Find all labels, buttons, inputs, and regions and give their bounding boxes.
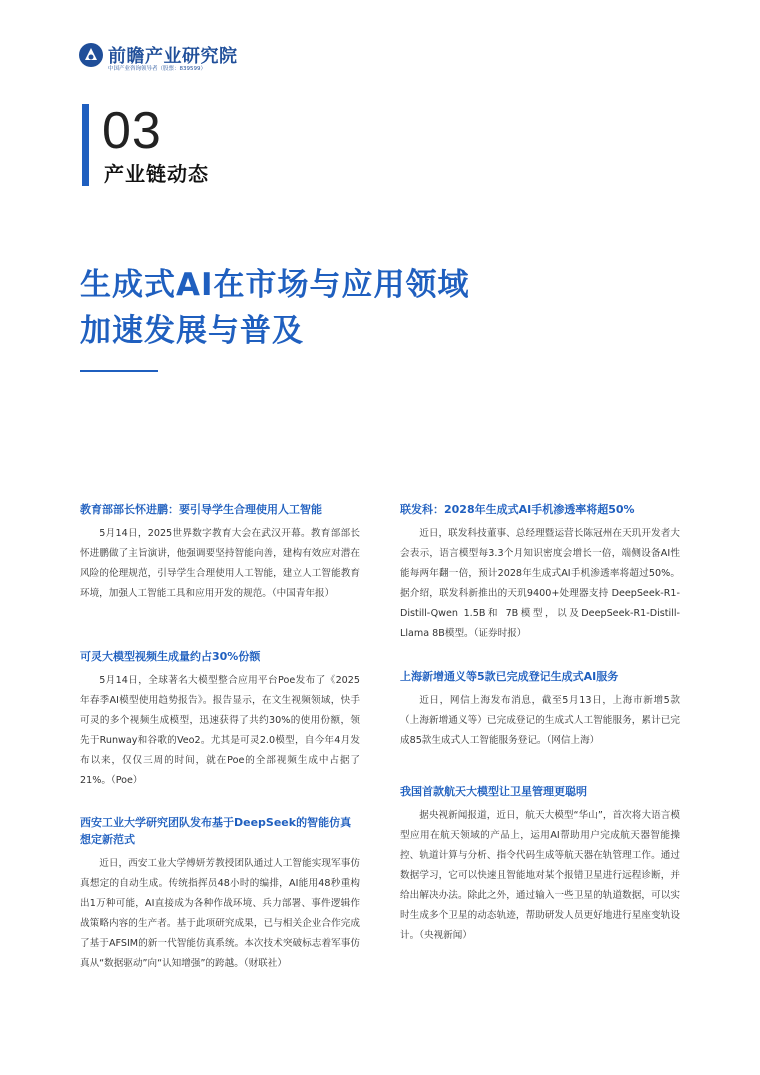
page-title	[80, 262, 470, 354]
article-title: 联发科：2028年生成式AI手机渗透率将超50%	[400, 503, 635, 516]
article-title: 教育部部长怀进鹏：要引导学生合理使用人工智能	[80, 503, 322, 516]
article-title: 可灵大模型视频生成量约占30%份额	[80, 650, 261, 663]
article-body: 5月14日，全球著名大模型整合应用平台Poe发布了《2025年春季AI模型使用趋势报告》。报告显示，在文生视频领域，快手可灵的多个视频生成模型，迅速获得了共约30%的使用份额，领先于Runway和谷歌的Veo2。尤其是可灵2.0模型，自今年4月发布以来，仅仅三周的时间，就在Poe的全部视频生成中占据了21%。（Poe）	[80, 675, 360, 786]
article-shanghai-genai-registration	[400, 668, 680, 751]
article-body: 5月14日，2025世界数字教育大会在武汉开幕。教育部部长怀进鹏做了主旨演讲，他强调要坚持智能向善，建构有效应对潜在风险的伦理规范，引导学生合理使用人工智能，建立人工智能教育环境，加强人工智能工具和应用开发的规范。（中国青年报）	[80, 528, 360, 599]
article-title: 西安工业大学研究团队发布基于DeepSeek的智能仿真想定新范式	[80, 816, 352, 846]
brand-name: 前瞻产业研究院	[108, 46, 238, 67]
page-title-line-1: 生成式AI在市场与应用领域	[80, 267, 470, 303]
title-underline	[80, 370, 158, 372]
section-accent-bar	[82, 104, 89, 186]
article-xatu-deepseek-simulation	[80, 814, 360, 974]
article-body: 近日，联发科技董事、总经理暨运营长陈冠州在天玑开发者大会表示，语言模型每3.3个月知识密度会增长一倍，端侧设备AI性能每两年翻一倍，预计2028年生成式AI手机渗透率将超过50%。据介绍，联发科新推出的天玑9400+处理器支持 DeepSeek-R1-Distill-Qwen 1.5B和 7B模型，以及DeepSeek-R1-Distill-Llama 8B模型。（证券时报）	[400, 528, 680, 639]
article-body: 近日，网信上海发布消息，截至5月13日，上海市新增5款（上海新增通义等）已完成登记的生成式人工智能服务，累计已完成85款生成式人工智能服务登记。（网信上海）	[400, 695, 680, 746]
article-aerospace-llm-huashan	[400, 783, 680, 946]
article-mediatek-ai-phone	[400, 501, 680, 644]
article-kling-video-share	[80, 648, 360, 791]
article-moe-ai-education	[80, 501, 360, 604]
article-body: 近日，西安工业大学傅妍芳教授团队通过人工智能实现军事仿真想定的自动生成。传统指挥员48小时的编排，AI能用48秒重构出1万种可能，AI直接成为各种作战环境、兵力部署、事件逻辑作战策略内容的生产者。基于此项研究成果，已与相关企业合作完成了基于AFSIM的新一代智能仿真系统。本次技术突破标志着军事仿真从“数据驱动”向“认知增强”的跨越。（财联社）	[80, 858, 360, 969]
section-name: 产业链动态	[104, 162, 209, 186]
page-title-line-2: 加速发展与普及	[80, 313, 304, 349]
qianzhan-logo-icon	[78, 42, 104, 68]
article-body: 据央视新闻报道，近日，航天大模型“华山”，首次将大语言模型应用在航天领域的产品上，运用AI帮助用户完成航天器智能操控、轨道计算与分析、指令代码生成等航天器在轨管理工作。通过数据学习，它可以快速且智能地对某个报错卫星进行远程诊断，并给出解决办法。除此之外，通过输入一些卫星的轨道数据，可以实时生成多个卫星的动态轨迹，帮助研发人员更好地进行星座变轨设计。（央视新闻）	[400, 810, 680, 941]
article-title: 我国首款航天大模型让卫星管理更聪明	[400, 785, 587, 798]
brand-tagline: 中国产业咨询领导者（股票：839599）	[108, 66, 206, 72]
section-number: 03	[102, 102, 162, 160]
article-title: 上海新增通义等5款已完成登记生成式AI服务	[400, 670, 619, 683]
